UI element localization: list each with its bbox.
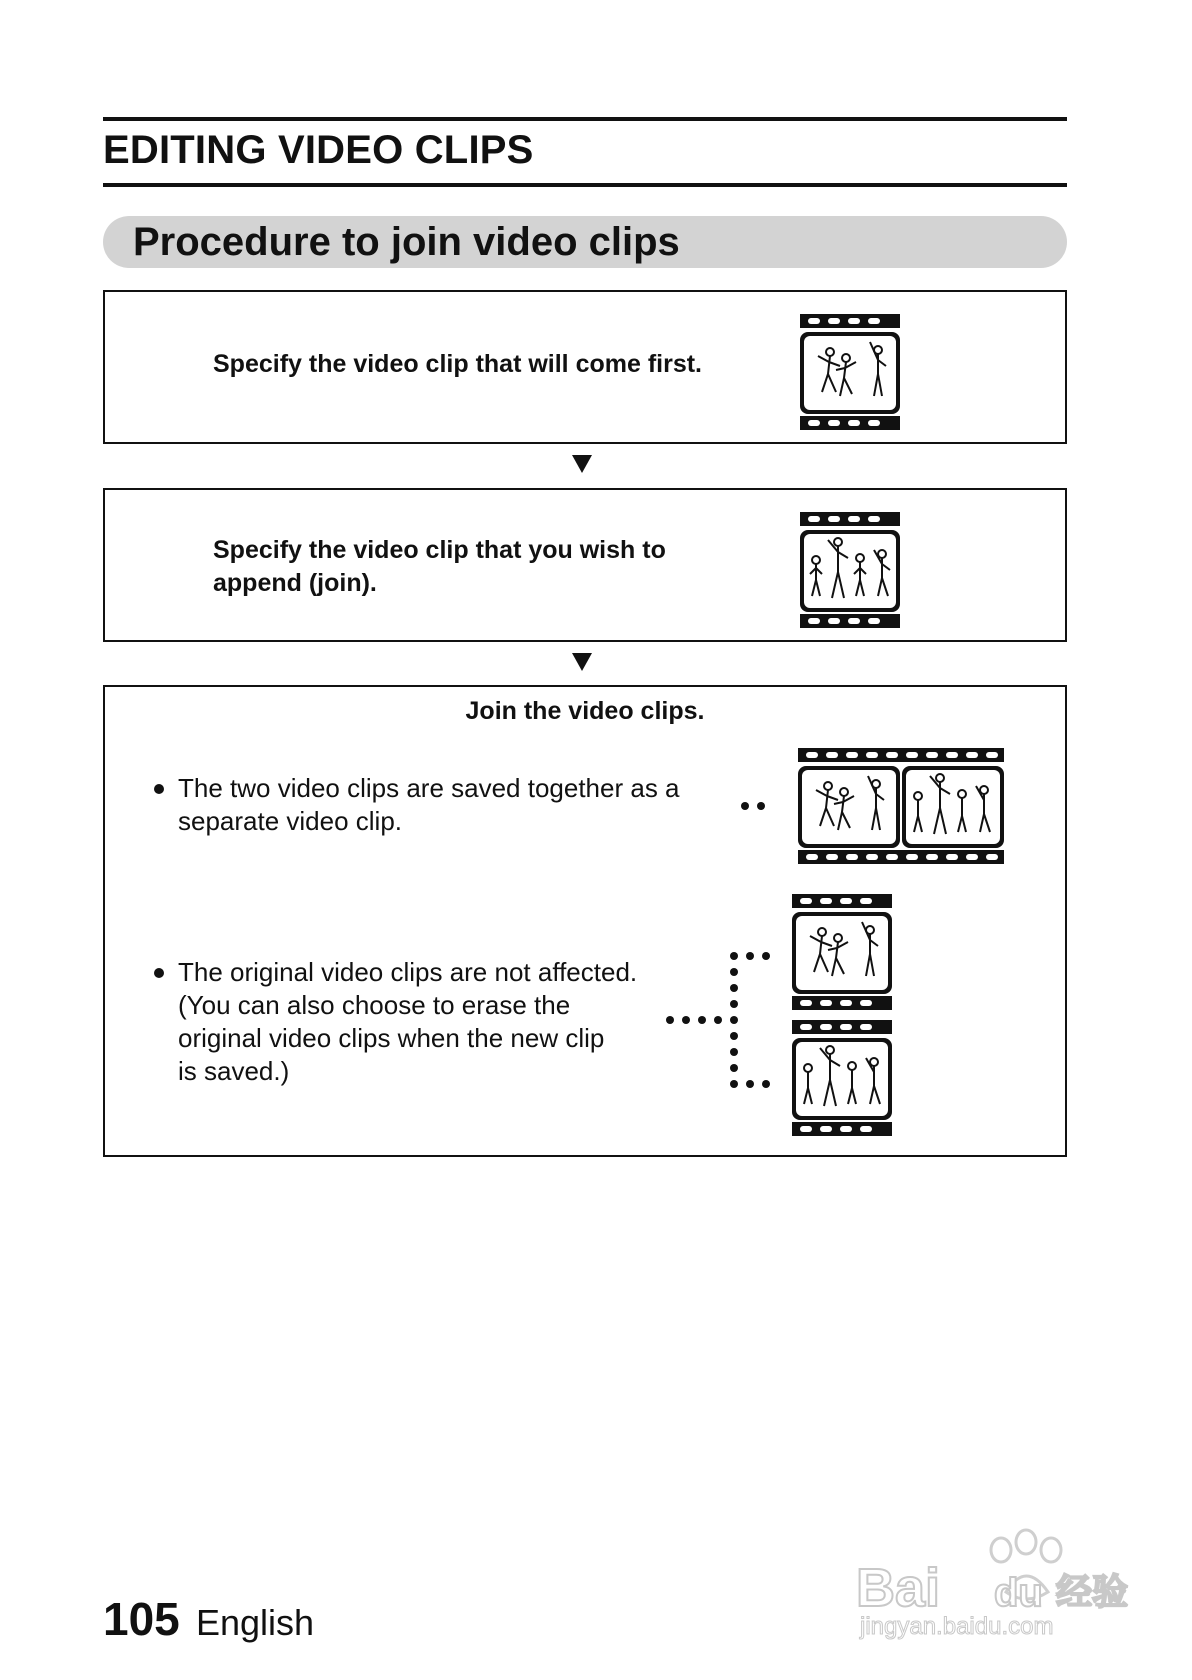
step-1-label: Specify the video clip that will come first.	[213, 350, 703, 378]
step-2-label-line-2: append (join).	[213, 569, 377, 597]
down-arrow-2	[572, 653, 592, 671]
film-strip-dancers-clip-a-icon	[798, 312, 902, 432]
bullet-dot	[154, 968, 164, 978]
joined-film-strip-icon	[796, 746, 1006, 866]
down-arrow-1	[572, 455, 592, 473]
step-1-box	[103, 290, 1067, 444]
svg-text:du: du	[994, 1571, 1043, 1615]
svg-text:经验: 经验	[1056, 1572, 1129, 1613]
step-2-label	[213, 534, 666, 600]
step-2-label-line-1: Specify the video clip that you wish to	[213, 536, 666, 564]
bullet-originals-line-4: is saved.)	[178, 1056, 290, 1086]
bullet-joined-line-1: The two video clips are saved together as a	[178, 773, 680, 803]
top-rule	[103, 117, 1067, 121]
bullet-joined-line-2: separate video clip.	[178, 806, 403, 836]
bullet-dot	[154, 784, 164, 794]
dotted-connector-joined	[740, 800, 770, 812]
bullet-originals-line-1: The original video clips are not affected.	[178, 957, 638, 987]
baidu-jingyan-watermark	[856, 1520, 1156, 1640]
page-number: 105	[103, 1593, 180, 1645]
page-language: English	[196, 1602, 315, 1643]
dotted-bracket-connector	[660, 948, 780, 1098]
procedure-banner	[103, 216, 1067, 268]
procedure-title: Procedure to join video clips	[133, 220, 680, 264]
bullet-originals-line-3: original video clips when the new clip	[178, 1023, 605, 1053]
svg-text:Bai: Bai	[856, 1558, 941, 1618]
title-underline	[103, 183, 1067, 187]
step-3-label: Join the video clips.	[465, 697, 705, 725]
film-strip-dancers-clip-b-icon	[798, 510, 902, 630]
svg-text:jingyan.baidu.com: jingyan.baidu.com	[860, 1613, 1054, 1640]
step-2-box	[103, 488, 1067, 642]
original-film-strips-icon	[790, 892, 894, 1138]
section-title: EDITING VIDEO CLIPS	[103, 128, 534, 172]
bullet-originals-line-2: (You can also choose to erase the	[178, 990, 571, 1020]
